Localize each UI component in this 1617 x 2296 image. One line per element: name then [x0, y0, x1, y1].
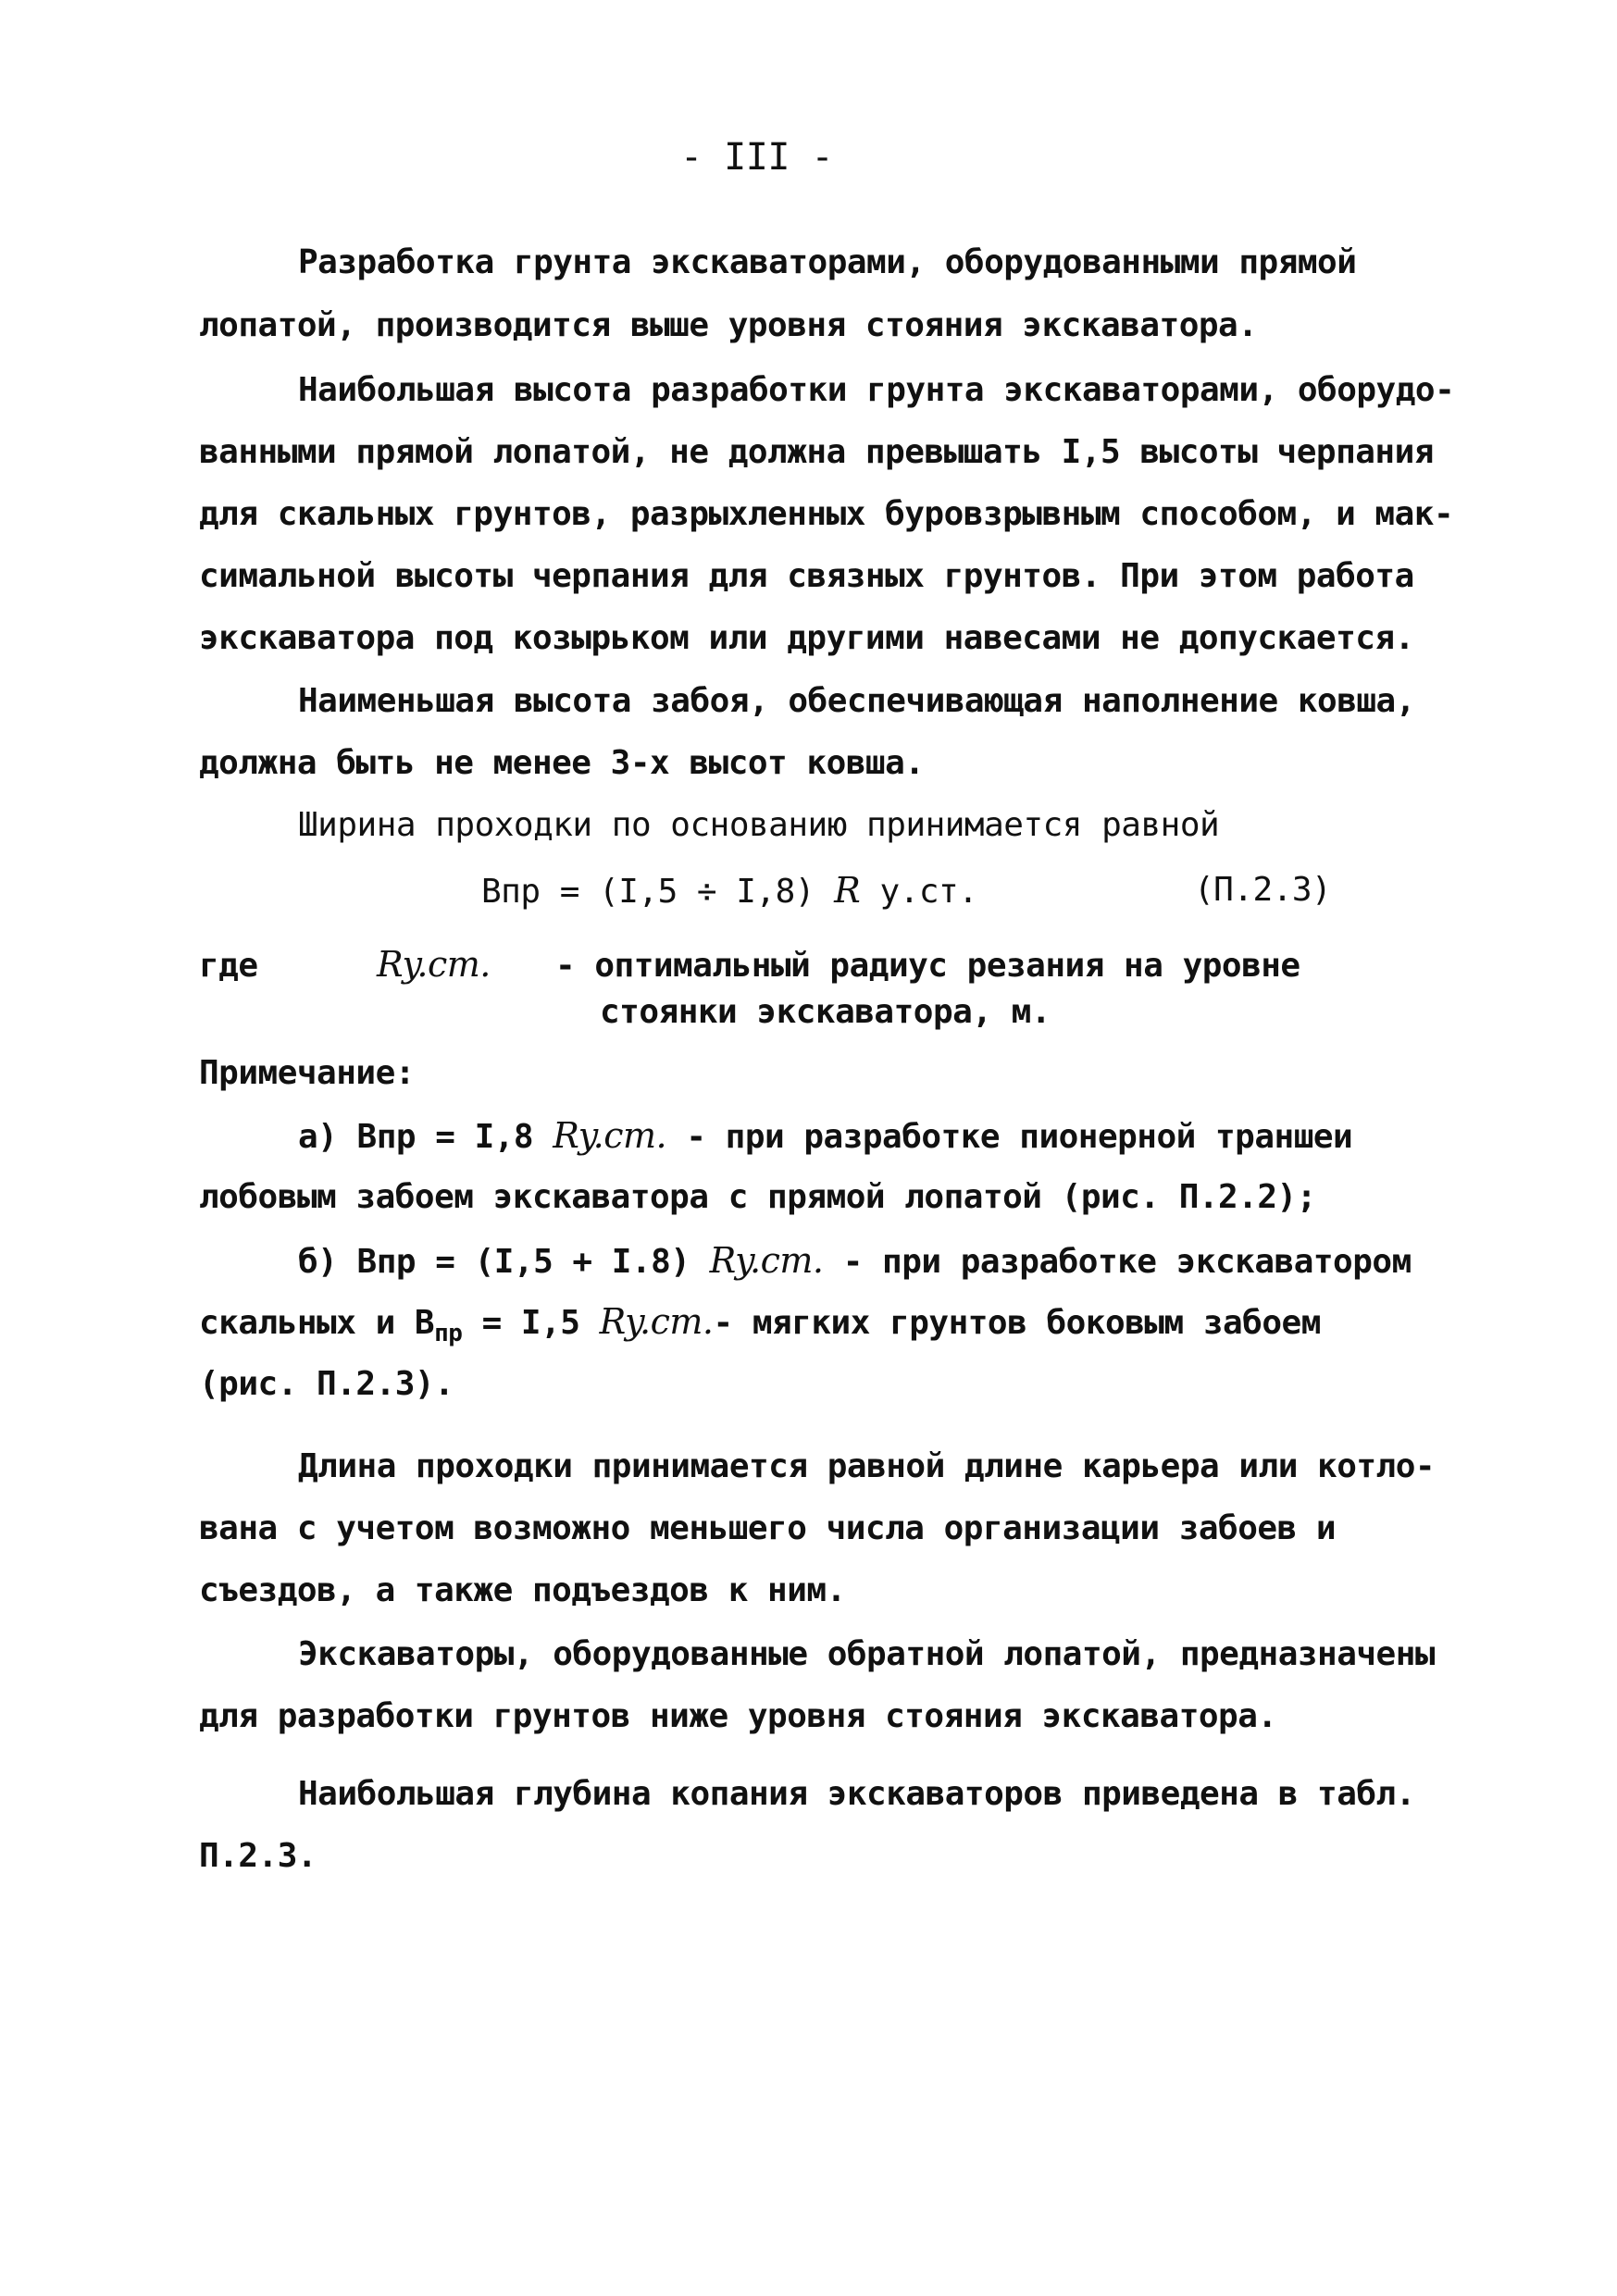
- note-a-formula: а) Впр = I,8: [298, 1118, 534, 1156]
- note-b-text: - при разработке экскаватором: [842, 1243, 1412, 1281]
- where-word: где: [199, 947, 258, 985]
- formula-expression: [481, 870, 977, 912]
- text-line: Ширина проходки по основанию принимается равной: [298, 806, 1220, 844]
- where-description: - оптимальный радиус резания на уровне: [555, 947, 1300, 985]
- formula-r-symbol: R: [834, 870, 861, 911]
- text-line: симальной высоты черпания для связных грунтов. При этом работа: [199, 557, 1414, 595]
- where-description-cont: стоянки экскаватора, м.: [600, 993, 1051, 1031]
- text-line: съездов, а также подъездов к ним.: [199, 1571, 846, 1609]
- note-b-line2-symbol: Ry.ст.: [599, 1301, 714, 1342]
- note-item-a: [298, 1115, 1352, 1158]
- text-line: лопатой, производится выше уровня стояния экскаватора.: [199, 306, 1258, 344]
- text-line: Экскаваторы, оборудованные обратной лопатой, предназначены: [298, 1635, 1436, 1673]
- note-a-symbol: Ry.ст.: [553, 1115, 667, 1156]
- text-line: Наибольшая глубина копания экскаваторов приведена в табл.: [298, 1775, 1415, 1813]
- note-b-line2: [199, 1301, 1321, 1354]
- formula-number: (П.2.3): [1194, 871, 1332, 909]
- text-line: Наибольшая высота разработки грунта экскаваторами, оборудо-: [298, 371, 1455, 409]
- text-line: для скальных грунтов, разрыхленных буровзрывным способом, и мак-: [199, 495, 1454, 533]
- text-line: П.2.3.: [199, 1837, 317, 1875]
- note-b-subscript: пр: [434, 1320, 463, 1347]
- note-b-formula: б) Впр = (I,5 + I.8): [298, 1243, 690, 1281]
- note-item-b: [298, 1240, 1412, 1283]
- note-b-line2-start: скальных и В: [199, 1304, 435, 1342]
- note-b-symbol: Ry.ст.: [709, 1240, 824, 1281]
- text-line: (рис. П.2.3).: [199, 1365, 454, 1403]
- page-number: - III -: [680, 136, 834, 179]
- text-line: Разработка грунта экскаваторами, оборудованными прямой: [298, 243, 1357, 281]
- text-line: для разработки грунтов ниже уровня стояния экскаватора.: [199, 1697, 1277, 1735]
- text-line: экскаватора под козырьком или другими навесами не допускается.: [199, 619, 1414, 657]
- text-line: Наименьшая высота забоя, обеспечивающая наполнение ковша,: [298, 682, 1415, 720]
- note-b-line2-value: = I,5: [462, 1304, 580, 1342]
- note-title: Примечание:: [199, 1054, 415, 1092]
- where-symbol: Ry.ст.: [377, 944, 491, 985]
- note-a-text: - при разработке пионерной траншеи: [686, 1118, 1353, 1156]
- text-line: лобовым забоем экскаватора с прямой лопатой (рис. П.2.2);: [199, 1178, 1316, 1216]
- text-line: должна быть не менее 3-х высот ковша.: [199, 744, 925, 782]
- note-b-line2-end: - мягких грунтов боковым забоем: [713, 1304, 1321, 1342]
- text-line: ванными прямой лопатой, не должна превышать I,5 высоты черпания: [199, 433, 1434, 471]
- text-line: Длина проходки принимается равной длине карьера или котло-: [298, 1447, 1436, 1485]
- formula-lhs: Впр = (I,5 ÷ I,8): [481, 873, 815, 911]
- text-line: вана с учетом возможно меньшего числа организации забоев и: [199, 1509, 1337, 1547]
- formula-subscript: у.ст.: [879, 873, 978, 911]
